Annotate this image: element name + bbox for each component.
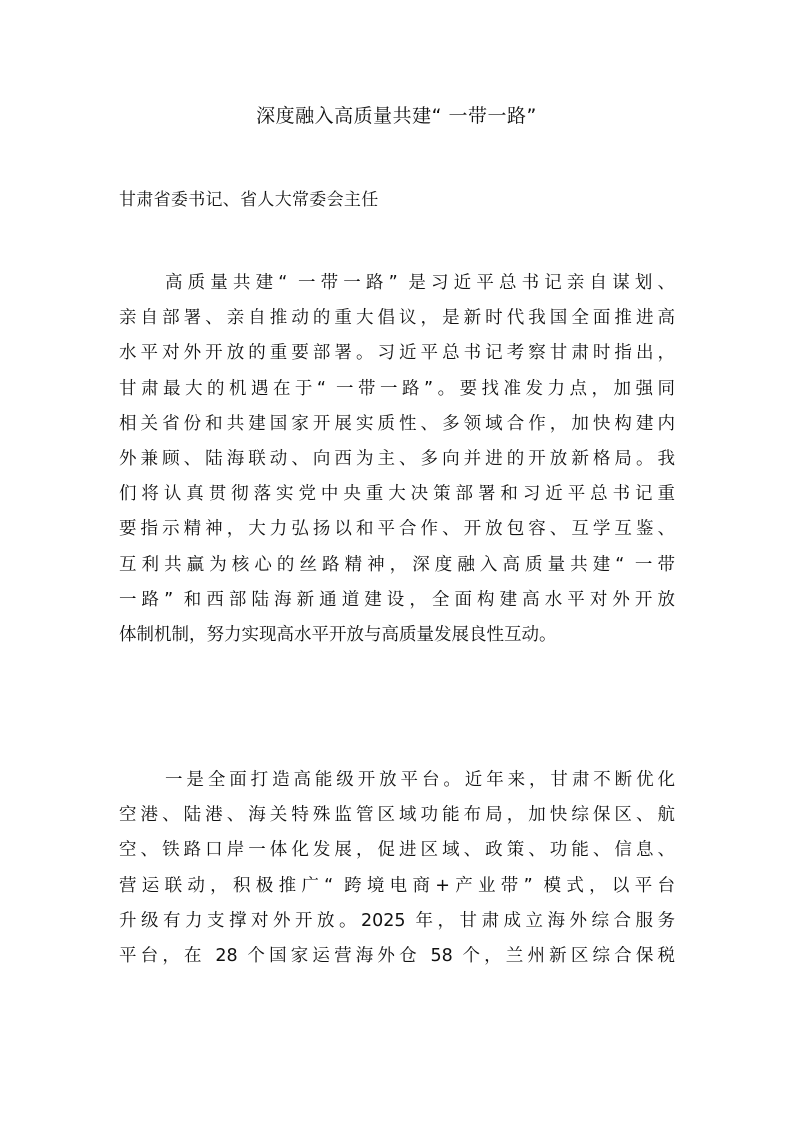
paragraph-line: 一是全面打造高能级开放平台。近年来，甘肃不断优化 xyxy=(165,770,675,790)
paragraph-line: 空港、陆港、海关特殊监管区域功能布局，加快综保区、航 xyxy=(119,805,675,826)
paragraph-line: 体制机制，努力实现高水平开放与高质量发展良性互动。 xyxy=(119,624,557,645)
paragraph-line: 空、铁路口岸一体化发展，促进区域、政策、功能、信息、 xyxy=(119,840,675,861)
paragraph-1 xyxy=(119,266,675,653)
document-title: 深度融入高质量共建“ 一带一路” xyxy=(256,105,537,127)
paragraph-line: 水平对外开放的重要部署。习近平总书记考察甘肃时指出， xyxy=(119,343,675,364)
paragraph-line: 升级有力支撑对外开放。2025 年，甘肃成立海外综合服务 xyxy=(119,910,675,931)
paragraph-line: 外兼顾、陆海联动、向西为主、多向并进的开放新格局。我 xyxy=(119,448,675,469)
paragraph-line: 相关省份和共建国家开展实质性、多领域合作，加快构建内 xyxy=(119,413,675,434)
paragraph-line: 要指示精神，大力弘扬以和平合作、开放包容、互学互鉴、 xyxy=(119,519,675,540)
paragraph-line: 甘肃最大的机遇在于“ 一带一路”。要找准发力点，加强同 xyxy=(119,378,675,399)
paragraph-line: 互利共赢为核心的丝路精神，深度融入高质量共建“ 一带 xyxy=(119,554,675,575)
paragraph-2 xyxy=(119,763,675,974)
paragraph-line: 亲自部署、亲自推动的重大倡议，是新时代我国全面推进高 xyxy=(119,308,675,329)
paragraph-line: 平台，在 28 个国家运营海外仓 58 个，兰州新区综合保税 xyxy=(119,945,675,966)
paragraph-line: 们将认真贯彻落实党中央重大决策部署和习近平总书记重 xyxy=(119,484,675,505)
paragraph-line: 营运联动，积极推广“ 跨境电商+产业带” 模式，以平台 xyxy=(119,875,675,896)
paragraph-line: 一路” 和西部陆海新通道建设，全面构建高水平对外开放 xyxy=(119,589,675,610)
paragraph-line: 高质量共建“ 一带一路” 是习近平总书记亲自谋划、 xyxy=(165,273,675,293)
author-line: 甘肃省委书记、省人大常委会主任 xyxy=(119,190,379,210)
